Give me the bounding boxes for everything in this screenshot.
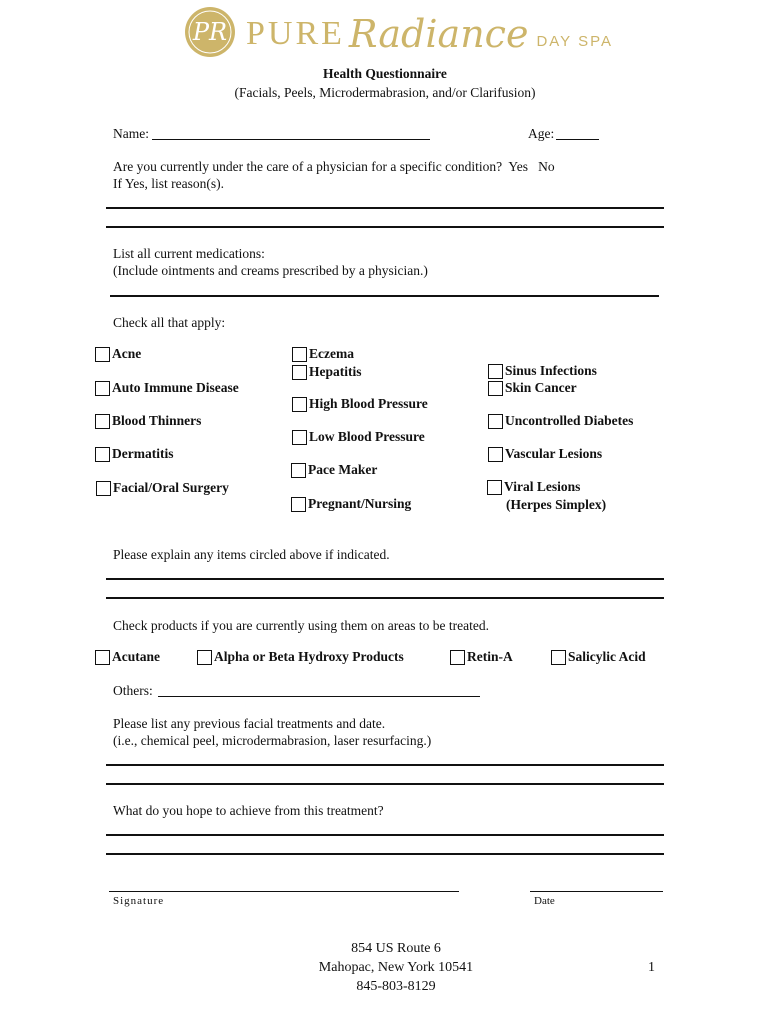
checkbox-acutane[interactable]: Acutane: [95, 649, 160, 665]
explain-label: Please explain any items circled above if indicated.: [113, 547, 390, 562]
page-number: 1: [648, 960, 655, 975]
checkbox-low-blood-pressure[interactable]: Low Blood Pressure: [292, 429, 425, 445]
checkbox-skin-cancer[interactable]: Skin Cancer: [488, 380, 577, 396]
page-title: Health Questionnaire: [323, 66, 447, 81]
checkbox-icon[interactable]: [488, 414, 503, 429]
medications-line[interactable]: [110, 295, 659, 297]
date-line[interactable]: [530, 891, 663, 892]
checkbox-vascular-lesions[interactable]: Vascular Lesions: [488, 446, 602, 462]
checkbox-dermatitis[interactable]: Dermatitis: [95, 446, 173, 462]
checkbox-icon[interactable]: [487, 480, 502, 495]
hope-line-1[interactable]: [106, 834, 664, 836]
medications-label: List all current medications:: [113, 246, 265, 261]
checkbox-blood-thinners[interactable]: Blood Thinners: [95, 413, 201, 429]
medications-note: (Include ointments and creams prescribed by a physician.): [113, 263, 428, 278]
checkbox-icon[interactable]: [488, 447, 503, 462]
checkbox-facial-oral-surgery[interactable]: Facial/Oral Surgery: [96, 480, 229, 496]
name-label: Name:: [113, 126, 149, 141]
checkbox-acne[interactable]: Acne: [95, 346, 141, 362]
signature-line[interactable]: [109, 891, 459, 892]
checkbox-icon[interactable]: [96, 481, 111, 496]
checkbox-hepatitis[interactable]: Hepatitis: [292, 364, 362, 380]
checkbox-retin-a[interactable]: Retin-A: [450, 649, 513, 665]
logo-wordmark: [246, 10, 613, 58]
checkbox-alpha-beta-hydroxy[interactable]: Alpha or Beta Hydroxy Products: [197, 649, 404, 665]
checkbox-salicylic-acid[interactable]: Salicylic Acid: [551, 649, 646, 665]
name-field[interactable]: [152, 139, 430, 140]
no-option[interactable]: No: [538, 159, 555, 174]
checkbox-icon[interactable]: [292, 430, 307, 445]
footer-address-1: 854 US Route 6: [351, 941, 441, 956]
checkbox-icon[interactable]: [291, 497, 306, 512]
previous-treatments-label: Please list any previous facial treatments and date.: [113, 716, 386, 731]
checkbox-viral-lesions[interactable]: Viral Lesions: [487, 479, 580, 495]
checkbox-icon[interactable]: [95, 650, 110, 665]
checkbox-sinus-infections[interactable]: Sinus Infections: [488, 363, 597, 379]
logo-word-dayspa: DAY SPA: [536, 32, 613, 50]
footer-phone: 845-803-8129: [356, 979, 436, 994]
products-heading: Check products if you are currently using them on areas to be treated.: [113, 618, 489, 633]
checkbox-icon[interactable]: [292, 397, 307, 412]
page-subtitle: (Facials, Peels, Microdermabrasion, and/or Clarifusion): [234, 85, 536, 100]
physician-reason-line-1[interactable]: [106, 207, 664, 209]
logo-word-radiance: Radiance: [348, 12, 529, 56]
yes-option[interactable]: Yes: [508, 159, 528, 174]
checkbox-pace-maker[interactable]: Pace Maker: [291, 462, 377, 478]
logo-monogram-icon: [184, 6, 236, 58]
age-label: Age:: [528, 126, 555, 141]
hope-line-2[interactable]: [106, 853, 664, 855]
explain-line-1[interactable]: [106, 578, 664, 580]
signature-label: Signature: [113, 895, 165, 907]
svg-text:PR: PR: [192, 18, 228, 46]
conditions-heading: Check all that apply:: [113, 315, 226, 330]
checkbox-uncontrolled-diabetes[interactable]: Uncontrolled Diabetes: [488, 413, 633, 429]
previous-line-1[interactable]: [106, 764, 664, 766]
checkbox-eczema[interactable]: Eczema: [292, 346, 354, 362]
previous-treatments-note: (i.e., chemical peel, microdermabrasion, laser resurfacing.): [113, 733, 432, 748]
previous-line-2[interactable]: [106, 783, 664, 785]
hope-label: What do you hope to achieve from this treatment?: [113, 803, 384, 818]
checkbox-high-blood-pressure[interactable]: High Blood Pressure: [292, 396, 428, 412]
explain-line-2[interactable]: [106, 597, 664, 599]
checkbox-icon[interactable]: [488, 381, 503, 396]
others-label: Others:: [113, 683, 153, 698]
checkbox-icon[interactable]: [292, 365, 307, 380]
checkbox-icon[interactable]: [292, 347, 307, 362]
checkbox-icon[interactable]: [95, 347, 110, 362]
age-field[interactable]: [556, 139, 599, 140]
checkbox-pregnant-nursing[interactable]: Pregnant/Nursing: [291, 496, 411, 512]
checkbox-icon[interactable]: [197, 650, 212, 665]
checkbox-icon[interactable]: [95, 447, 110, 462]
viral-lesions-note: (Herpes Simplex): [506, 497, 607, 512]
checkbox-icon[interactable]: [450, 650, 465, 665]
checkbox-icon[interactable]: [95, 414, 110, 429]
logo-word-pure: PURE: [246, 15, 345, 52]
footer-address-2: Mahopac, New York 10541: [318, 960, 474, 975]
others-field[interactable]: [158, 696, 480, 697]
checkbox-icon[interactable]: [488, 364, 503, 379]
checkbox-icon[interactable]: [95, 381, 110, 396]
checkbox-icon[interactable]: [551, 650, 566, 665]
checkbox-auto-immune[interactable]: Auto Immune Disease: [95, 380, 239, 396]
physician-followup: If Yes, list reason(s).: [113, 176, 224, 191]
checkbox-icon[interactable]: [291, 463, 306, 478]
physician-question: Are you currently under the care of a physician for a specific condition? Yes No: [113, 159, 555, 174]
physician-reason-line-2[interactable]: [106, 226, 664, 228]
date-label: Date: [534, 895, 555, 907]
